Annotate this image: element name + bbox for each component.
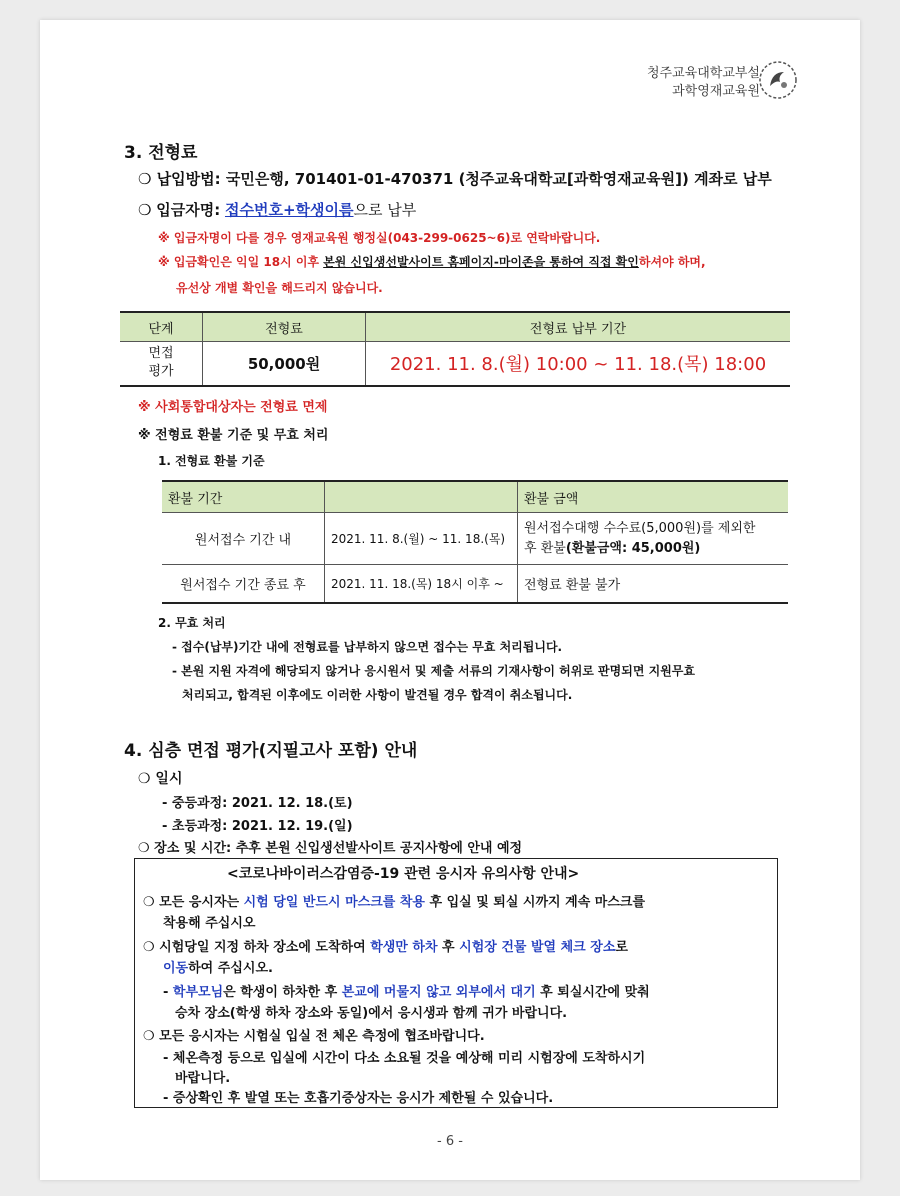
refund-title: ※ 전형료 환불 기준 및 무효 처리 xyxy=(138,428,329,443)
fee-header-period: 전형료 납부 기간 xyxy=(366,312,791,342)
amount-line: 원서접수대행 수수료(5,000원)를 제외한 xyxy=(524,520,756,536)
note-no-phone-check: 유선상 개별 확인을 해드리지 않습니다. xyxy=(176,281,383,295)
refund-period: 원서접수 기간 내 xyxy=(162,513,325,565)
notice-text: ❍ 시험당일 지정 하차 장소에 도착하여 xyxy=(143,940,371,955)
notice-highlight: 학생만 하차 xyxy=(370,940,438,955)
notice-text: 후 xyxy=(437,940,460,955)
schedule-elementary: - 초등과정: 2021. 12. 19.(일) xyxy=(162,819,353,834)
fee-table xyxy=(120,311,790,387)
fee-header-fee: 전형료 xyxy=(203,312,366,342)
notice-highlight: 시험 당일 반드시 마스크를 착용 xyxy=(243,895,425,910)
exempt-note: ※ 사회통합대상자는 전형료 면제 xyxy=(138,400,328,415)
notice-item-mask-cont: 착용해 주십시오 xyxy=(163,916,256,931)
refund-period: 원서접수 기간 종료 후 xyxy=(162,565,325,603)
depositor-label: 입금자명: xyxy=(156,201,221,219)
stage-line: 평가 xyxy=(148,364,174,380)
notice-item-parents xyxy=(163,981,650,1000)
payment-label: 납입방법: xyxy=(156,170,221,188)
bullet-circle: ❍ xyxy=(138,170,152,188)
institution-logo-icon xyxy=(758,60,798,100)
note-part: ※ 입금확인은 익일 18시 이후 xyxy=(158,255,324,269)
fee-stage xyxy=(120,342,203,386)
section-3-title: 3. 전형료 xyxy=(124,143,198,163)
stage-line: 면접 xyxy=(148,346,174,362)
section-4-title: 4. 심층 면접 평가(지필고사 포함) 안내 xyxy=(124,741,418,761)
notice-item-arrive-early-cont: 바랍니다. xyxy=(175,1071,231,1086)
notice-item-arrive-early: - 체온측정 등으로 입실에 시간이 다소 소요될 것을 예상해 미리 시험장에 도착하시기 xyxy=(163,1051,646,1066)
payment-text: 국민은행, 701401-01-470371 (청주교육대학교[과학영재교육원]) 계좌로 납부 xyxy=(225,170,772,188)
notice-text: - xyxy=(163,985,173,1000)
page-number: - 6 - xyxy=(437,1134,463,1149)
notice-item-mask xyxy=(143,891,645,910)
invalid-title: 2. 무효 처리 xyxy=(158,616,226,630)
bullet-circle: ❍ xyxy=(138,201,152,219)
table-row xyxy=(162,565,788,603)
notice-text: 하여 주십시오. xyxy=(188,961,273,976)
amount-bold: (환불금액: 45,000원) xyxy=(565,540,701,556)
document-page xyxy=(40,20,860,1180)
notice-item-symptoms: - 증상확인 후 발열 또는 호흡기증상자는 응시가 제한될 수 있습니다. xyxy=(163,1091,554,1106)
refund-amount: 전형료 환불 불가 xyxy=(518,565,789,603)
header-institution: 청주교육대학교부설 xyxy=(646,66,760,81)
notice-text: 은 학생이 하차한 후 xyxy=(223,985,342,1000)
note-payment-check xyxy=(158,253,706,270)
depositor-highlight: 접수번호+학생이름 xyxy=(224,201,354,219)
notice-item-temperature: ❍ 모든 응시자는 시험실 입실 전 체온 측정에 협조바랍니다. xyxy=(143,1029,485,1044)
refund-header-date xyxy=(325,481,518,513)
refund-amount xyxy=(518,513,789,565)
notice-item-dropoff xyxy=(143,936,628,955)
header-center: 과학영재교육원 xyxy=(672,84,760,99)
schedule-label: ❍ 일시 xyxy=(138,771,183,787)
notice-text: 후 입실 및 퇴실 시까지 계속 마스크를 xyxy=(424,895,646,910)
fee-header-stage: 단계 xyxy=(120,312,203,342)
refund-subtitle: 1. 전형료 환불 기준 xyxy=(158,454,265,468)
notice-highlight: 시험장 건물 발열 체크 장소 xyxy=(459,940,616,955)
notice-title: <코로나바이러스감염증-19 관련 응시자 유의사항 안내> xyxy=(227,866,580,882)
invalid-item-3: 처리되고, 합격된 이후에도 이러한 사항이 발견될 경우 합격이 취소됩니다. xyxy=(182,688,573,702)
covid-notice-box xyxy=(134,858,778,1108)
notice-text: 로 xyxy=(615,940,628,955)
payment-method xyxy=(138,168,772,189)
refund-table xyxy=(162,480,788,604)
amount-line: 후 환불 xyxy=(524,540,566,556)
refund-header-amount: 환불 금액 xyxy=(518,481,789,513)
refund-date: 2021. 11. 18.(목) 18시 이후 ~ xyxy=(325,565,518,603)
notice-highlight: 본교에 머물지 않고 외부에서 대기 xyxy=(341,985,536,1000)
depositor-name xyxy=(138,199,416,220)
refund-date: 2021. 11. 8.(월) ~ 11. 18.(목) xyxy=(325,513,518,565)
notice-text: 후 퇴실시간에 맞춰 xyxy=(535,985,650,1000)
fee-amount: 50,000원 xyxy=(203,342,366,386)
notice-highlight: 학부모님 xyxy=(172,985,224,1000)
notice-highlight: 이동 xyxy=(163,961,189,976)
note-part: 하셔야 하며, xyxy=(638,255,706,269)
note-depositor-mismatch: ※ 입금자명이 다를 경우 영재교육원 행정실(043-299-0625~6)로 연락바랍니다. xyxy=(158,231,601,245)
invalid-item-2: - 본원 지원 자격에 해당되지 않거나 응시원서 및 제출 서류의 기재사항이 허위로 판명되면 지원무효 xyxy=(172,664,695,678)
fee-period: 2021. 11. 8.(월) 10:00 ~ 11. 18.(목) 18:00 xyxy=(366,342,791,386)
notice-item-dropoff-cont xyxy=(163,957,273,976)
notice-item-parents-cont: 승차 장소(학생 하차 장소와 동일)에서 응시생과 함께 귀가 바랍니다. xyxy=(175,1006,568,1021)
depositor-suffix: 으로 납부 xyxy=(353,201,417,219)
table-row xyxy=(162,513,788,565)
note-underlined: 본원 신입생선발사이트 홈페이지-마이존을 통하여 직접 확인 xyxy=(323,255,639,269)
notice-text: ❍ 모든 응시자는 xyxy=(143,895,244,910)
place-time: ❍ 장소 및 시간: 추후 본원 신입생선발사이트 공지사항에 안내 예정 xyxy=(138,841,523,856)
refund-header-period: 환불 기간 xyxy=(162,481,325,513)
schedule-middle: - 중등과정: 2021. 12. 18.(토) xyxy=(162,796,353,811)
invalid-item-1: - 접수(납부)기간 내에 전형료를 납부하지 않으면 접수는 무효 처리됩니다. xyxy=(172,640,563,654)
